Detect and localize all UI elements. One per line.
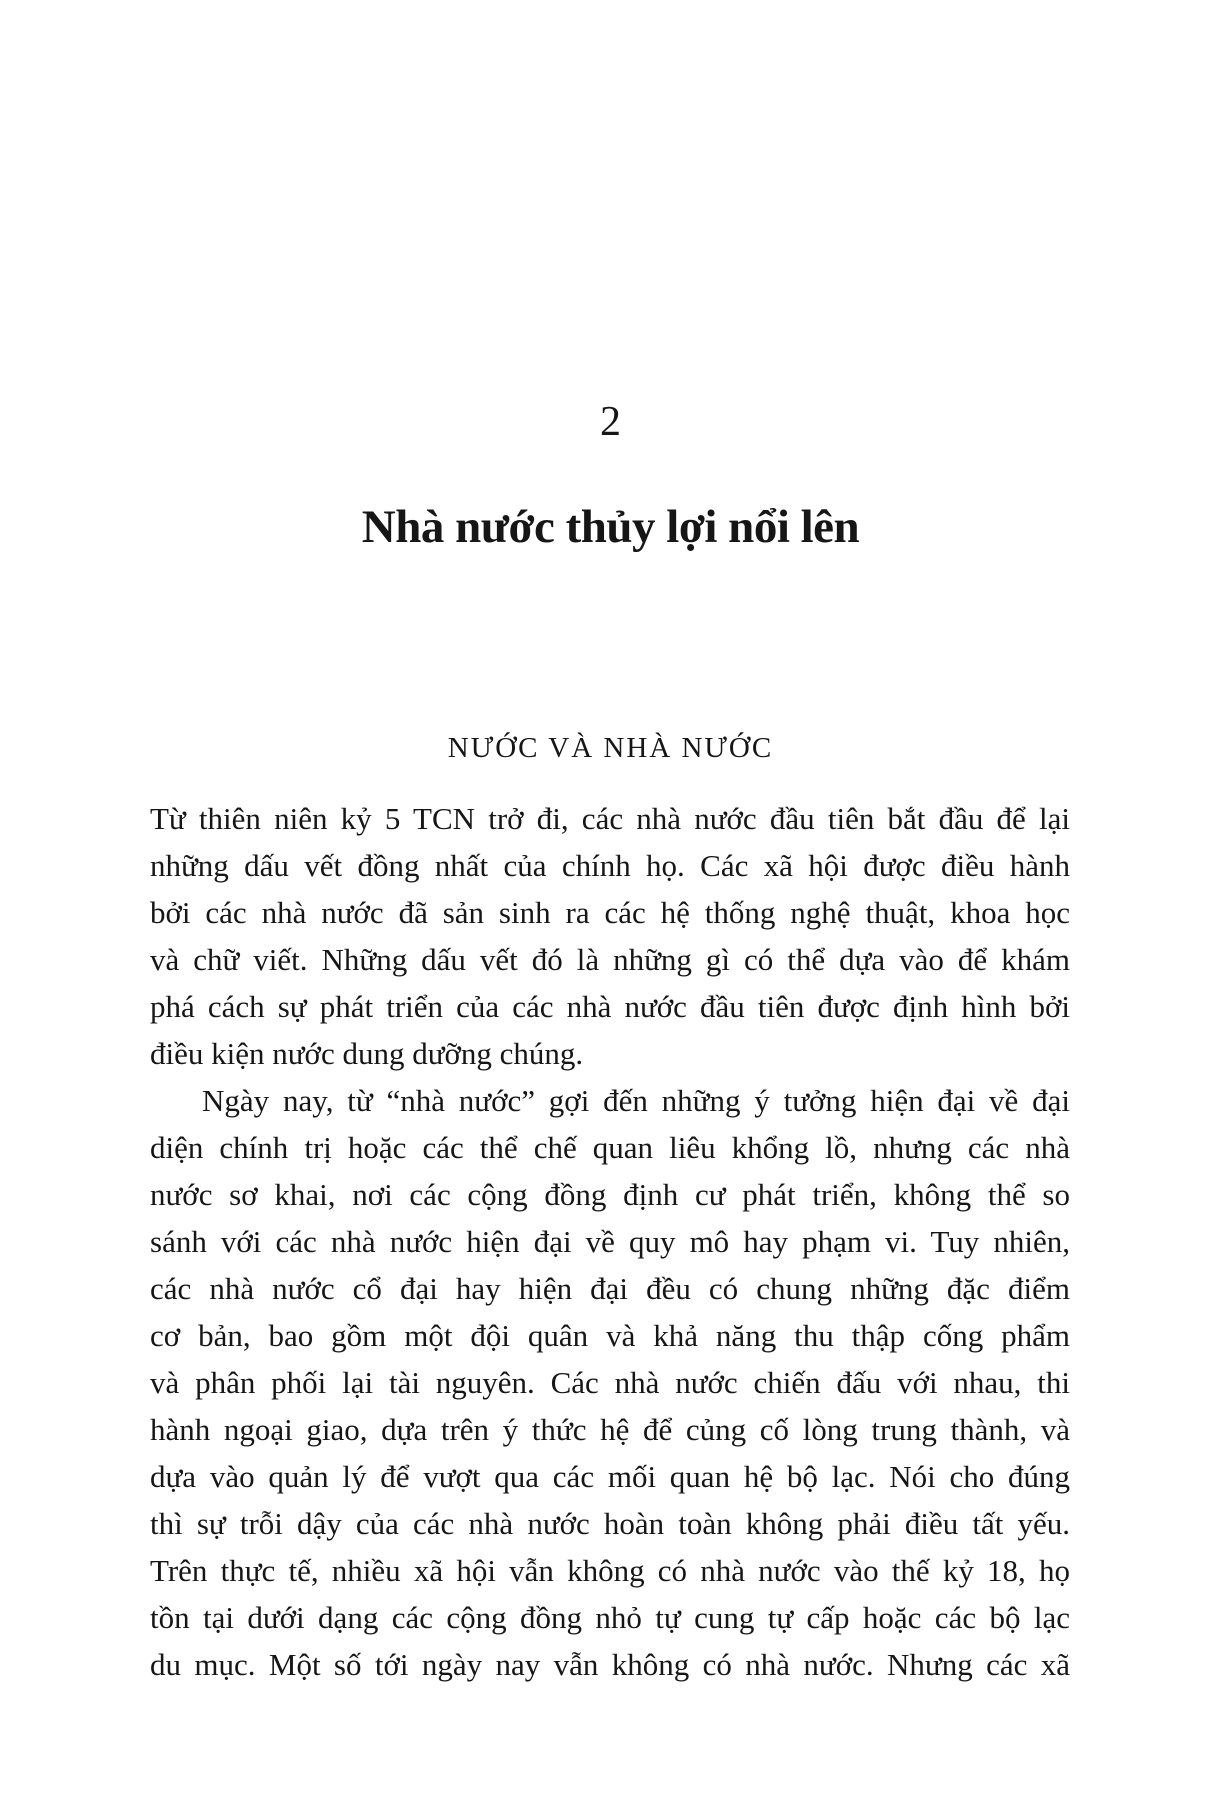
body-text: [150, 795, 1070, 1688]
chapter-title: Nhà nước thủy lợi nổi lên: [361, 501, 860, 553]
body-line: phá cách sự phát triển của các nhà nước đầu tiên được định hình bởi: [150, 989, 1070, 1024]
chapter-number: 2: [600, 399, 621, 445]
body-line: du mục. Một số tới ngày nay vẫn không có nhà nước. Nhưng các xã: [150, 1647, 1070, 1682]
body-line: nước sơ khai, nơi các cộng đồng định cư phát triển, không thể so: [150, 1177, 1070, 1212]
body-line: các nhà nước cổ đại hay hiện đại đều có chung những đặc điểm: [150, 1271, 1070, 1306]
body-line: dựa vào quản lý để vượt qua các mối quan hệ bộ lạc. Nói cho đúng: [150, 1459, 1070, 1494]
section-heading: NƯỚC VÀ NHÀ NƯỚC: [447, 732, 774, 764]
body-line: thì sự trỗi dậy của các nhà nước hoàn toàn không phải điều tất yếu.: [150, 1506, 1070, 1541]
body-line: cơ bản, bao gồm một đội quân và khả năng thu thập cống phẩm: [150, 1318, 1070, 1353]
body-line: hành ngoại giao, dựa trên ý thức hệ để củng cố lòng trung thành, và: [150, 1412, 1070, 1447]
body-line: sánh với các nhà nước hiện đại về quy mô hay phạm vi. Tuy nhiên,: [150, 1224, 1070, 1259]
body-line: diện chính trị hoặc các thể chế quan liêu khổng lồ, nhưng các nhà: [150, 1130, 1070, 1165]
body-line: và phân phối lại tài nguyên. Các nhà nước chiến đấu với nhau, thi: [150, 1365, 1070, 1400]
body-line: và chữ viết. Những dấu vết đó là những gì có thể dựa vào để khám: [150, 942, 1070, 977]
body-line: tồn tại dưới dạng các cộng đồng nhỏ tự cung tự cấp hoặc các bộ lạc: [150, 1600, 1070, 1635]
body-line: bởi các nhà nước đã sản sinh ra các hệ thống nghệ thuật, khoa học: [150, 895, 1070, 930]
body-line: Trên thực tế, nhiều xã hội vẫn không có nhà nước vào thế kỷ 18, họ: [150, 1553, 1070, 1588]
body-line: Ngày nay, từ “nhà nước” gợi đến những ý tưởng hiện đại về đại: [202, 1083, 1070, 1118]
body-line: những dấu vết đồng nhất của chính họ. Các xã hội được điều hành: [150, 848, 1070, 883]
body-line: điều kiện nước dung dưỡng chúng.: [150, 1036, 584, 1071]
body-line: Từ thiên niên kỷ 5 TCN trở đi, các nhà nước đầu tiên bắt đầu để lại: [150, 801, 1070, 836]
